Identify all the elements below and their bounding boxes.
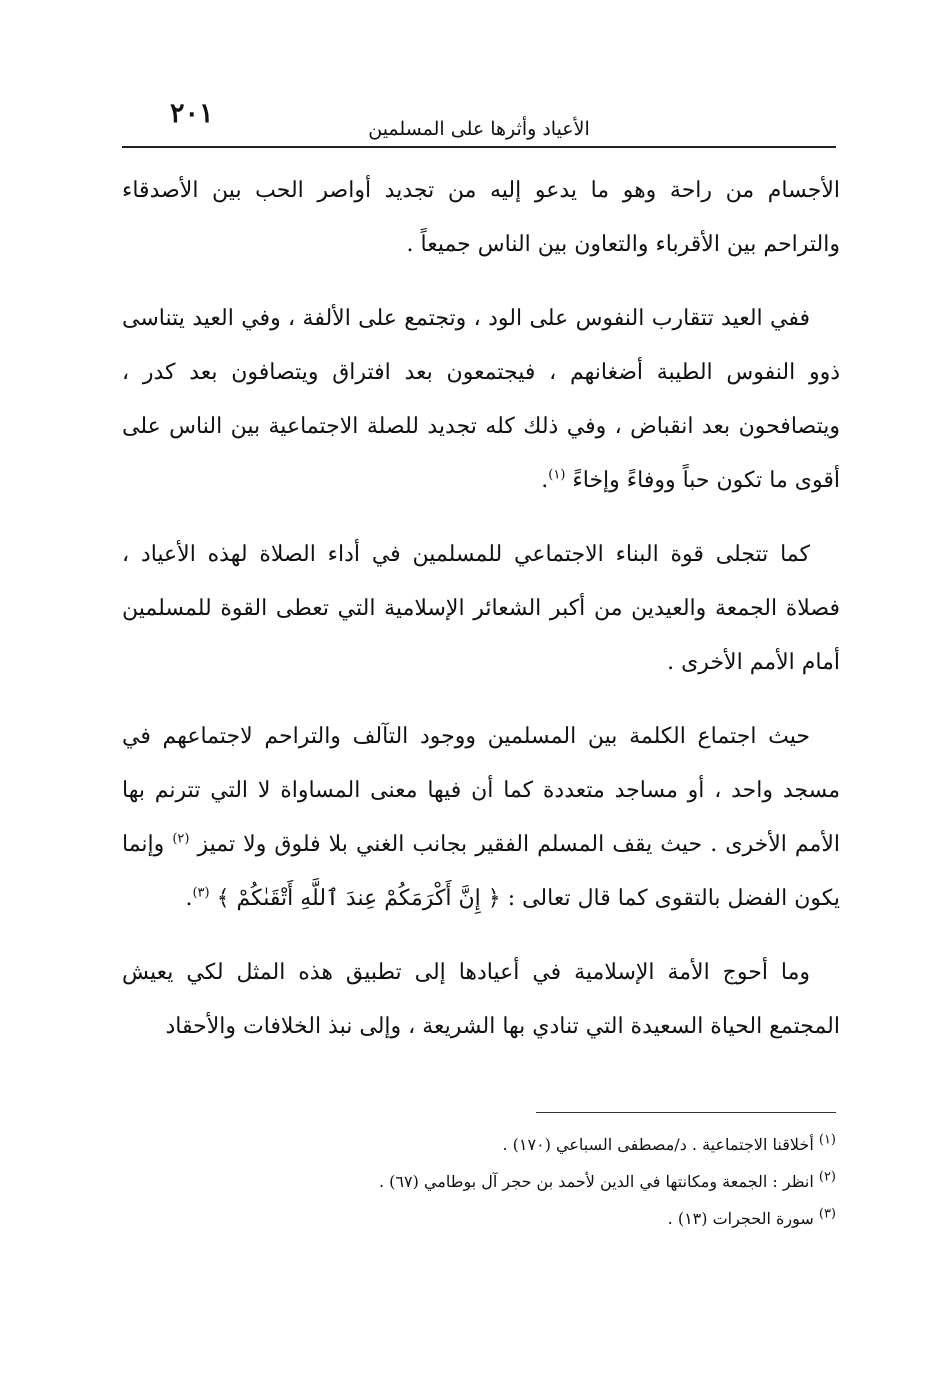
paragraph <box>122 946 840 1054</box>
paragraph-text: وإنما يكون الفضل بالتقوى كما قال تعالى : <box>122 832 840 911</box>
footnote-ref: (٢) <box>172 831 190 847</box>
page-header <box>122 88 836 148</box>
footnote-separator <box>536 1112 836 1113</box>
paragraph-text: حيث اجتماع الكلمة بين المسلمين ووجود التآلف والتراحم لاجتماعهم في مسجد واحد ، أو مساجد متعددة كما أن فيها معنى المساواة لا التي تترنم بها الأمم الأخرى . حيث يقف المسلم الفقير بجانب الغني بلا فلوق ولا تميز <box>122 724 840 857</box>
paragraph <box>122 528 840 690</box>
header-rule <box>122 146 836 148</box>
footnote-ref: (١) <box>548 467 566 483</box>
footnotes <box>300 1126 836 1237</box>
paragraph-text: كما تتجلى قوة البناء الاجتماعي للمسلمين في أداء الصلاة لهذه الأعياد ، فصلاة الجمعة والعيدين من أكبر الشعائر الإسلامية التي تعطى القوة للمسلمين أمام الأمم الأخرى . <box>122 542 840 675</box>
footnote-mark: (١) <box>818 1132 836 1148</box>
footnote-ref: (٣) <box>192 885 210 901</box>
paragraph: ففي العيد تتقارب النفوس على الود ، وتجتمع على الألفة ، وفي العيد يتناسى ذوو النفوس الطيبة أضغانهم ، فيجتمعون بعد افتراق ويتصافون بعد كدر ، ويتصافحون بعد انقباض ، وفي ذلك كله تجديد للصلة الاجتماعية بين الناس على أقوى ما تكون حباً ووفاءً وإخاءً $^{(١)}$. <box>122 306 840 493</box>
paragraph-text: وما أحوج الأمة الإسلامية في أعيادها إلى تطبيق هذه المثل لكي يعيش المجتمع الحياة السعيدة التي تنادي بها الشريعة ، وإلى نبذ الخلافات والأحقاد <box>122 960 840 1039</box>
footnote-text: سورة الحجرات (١٣) . <box>667 1209 814 1228</box>
paragraph: حيث اجتماع الكلمة بين المسلمين ووجود التآلف والتراحم لاجتماعهم في مسجد واحد ، أو مساجد متعددة كما أن فيها معنى المساواة لا التي تترنم بها الأمم الأخرى . حيث يقف المسلم الفقير بجانب الغني بلا فلوق ولا تميز $^{(٢)}$ وإنما يكون الفضل بالتقوى كما قال تعالى : ﴿ إِنَّ أَكْرَمَكُمْ عِندَ ٱللَّهِ أَتْقَىٰكُمْ ﴾ $^{(٣)}$. <box>122 724 840 911</box>
main-text <box>122 164 840 1074</box>
footnote-text: انظر : الجمعة ومكانتها في الدين لأحمد بن حجر آل بوطامي (٦٧) . <box>379 1172 814 1191</box>
paragraph <box>122 164 840 272</box>
footnote-mark: (٢) <box>818 1169 836 1185</box>
footnote-mark: (٣) <box>818 1206 836 1222</box>
quran-verse: ﴿ إِنَّ أَكْرَمَكُمْ عِندَ ٱللَّهِ أَتْقَىٰكُمْ ﴾ <box>216 886 501 911</box>
paragraph-text: الأجسام من راحة وهو ما يدعو إليه من تجديد أواصر الحب بين الأصدقاء والتراحم بين الأقرباء والتعاون بين الناس جميعاً . <box>122 178 840 257</box>
page-number: ٢٠١ <box>170 98 214 129</box>
running-title: الأعياد وأثرها على المسلمين <box>368 118 590 140</box>
footnote <box>300 1200 836 1237</box>
footnote <box>300 1163 836 1200</box>
paragraph-text: ففي العيد تتقارب النفوس على الود ، وتجتمع على الألفة ، وفي العيد يتناسى ذوو النفوس الطيبة أضغانهم ، فيجتمعون بعد افتراق ويتصافون بعد كدر ، ويتصافحون بعد انقباض ، وفي ذلك كله تجديد للصلة الاجتماعية بين الناس على أقوى ما تكون حباً ووفاءً وإخاءً <box>122 306 840 493</box>
footnote-text: أخلاقنا الاجتماعية . د/مصطفى السباعي (١٧٠) . <box>502 1135 814 1154</box>
footnote <box>300 1126 836 1163</box>
